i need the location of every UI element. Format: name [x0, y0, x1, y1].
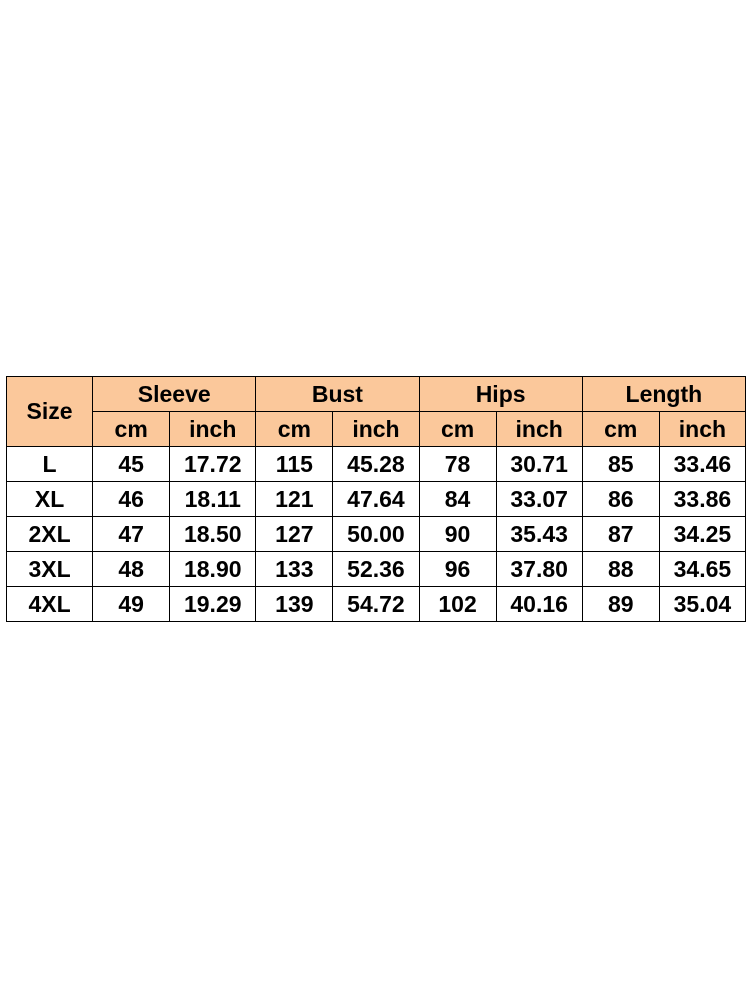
value-cell: 90 — [419, 517, 496, 552]
value-cell: 37.80 — [496, 552, 582, 587]
group-header-sleeve: Sleeve — [93, 377, 256, 412]
header-row-groups — [7, 377, 746, 412]
value-cell: 35.43 — [496, 517, 582, 552]
value-cell: 89 — [582, 587, 659, 622]
value-cell: 17.72 — [170, 447, 256, 482]
value-cell: 88 — [582, 552, 659, 587]
group-header-bust: Bust — [256, 377, 419, 412]
value-cell: 45 — [93, 447, 170, 482]
value-cell: 50.00 — [333, 517, 419, 552]
size-cell: 2XL — [7, 517, 93, 552]
value-cell: 102 — [419, 587, 496, 622]
value-cell: 18.11 — [170, 482, 256, 517]
unit-header-inch: inch — [659, 412, 745, 447]
size-header: Size — [7, 377, 93, 447]
value-cell: 33.07 — [496, 482, 582, 517]
size-cell: 3XL — [7, 552, 93, 587]
unit-header-cm: cm — [582, 412, 659, 447]
value-cell: 46 — [93, 482, 170, 517]
table-row — [7, 517, 746, 552]
value-cell: 19.29 — [170, 587, 256, 622]
value-cell: 34.25 — [659, 517, 745, 552]
value-cell: 85 — [582, 447, 659, 482]
unit-header-inch: inch — [496, 412, 582, 447]
unit-header-cm: cm — [93, 412, 170, 447]
value-cell: 121 — [256, 482, 333, 517]
value-cell: 87 — [582, 517, 659, 552]
value-cell: 35.04 — [659, 587, 745, 622]
value-cell: 48 — [93, 552, 170, 587]
unit-header-inch: inch — [333, 412, 419, 447]
unit-header-cm: cm — [256, 412, 333, 447]
unit-header-inch: inch — [170, 412, 256, 447]
size-chart-table — [6, 376, 746, 622]
table-row — [7, 482, 746, 517]
value-cell: 40.16 — [496, 587, 582, 622]
unit-header-cm: cm — [419, 412, 496, 447]
group-header-length: Length — [582, 377, 745, 412]
value-cell: 18.90 — [170, 552, 256, 587]
value-cell: 86 — [582, 482, 659, 517]
value-cell: 34.65 — [659, 552, 745, 587]
value-cell: 127 — [256, 517, 333, 552]
value-cell: 47 — [93, 517, 170, 552]
value-cell: 54.72 — [333, 587, 419, 622]
size-cell: L — [7, 447, 93, 482]
value-cell: 139 — [256, 587, 333, 622]
table-body — [7, 447, 746, 622]
header-row-units — [7, 412, 746, 447]
size-cell: XL — [7, 482, 93, 517]
value-cell: 33.46 — [659, 447, 745, 482]
value-cell: 52.36 — [333, 552, 419, 587]
size-cell: 4XL — [7, 587, 93, 622]
value-cell: 47.64 — [333, 482, 419, 517]
table-row — [7, 552, 746, 587]
value-cell: 18.50 — [170, 517, 256, 552]
value-cell: 49 — [93, 587, 170, 622]
table-row — [7, 447, 746, 482]
value-cell: 30.71 — [496, 447, 582, 482]
value-cell: 78 — [419, 447, 496, 482]
value-cell: 115 — [256, 447, 333, 482]
value-cell: 84 — [419, 482, 496, 517]
value-cell: 33.86 — [659, 482, 745, 517]
value-cell: 133 — [256, 552, 333, 587]
table-row — [7, 587, 746, 622]
value-cell: 45.28 — [333, 447, 419, 482]
value-cell: 96 — [419, 552, 496, 587]
table-header — [7, 377, 746, 447]
group-header-hips: Hips — [419, 377, 582, 412]
